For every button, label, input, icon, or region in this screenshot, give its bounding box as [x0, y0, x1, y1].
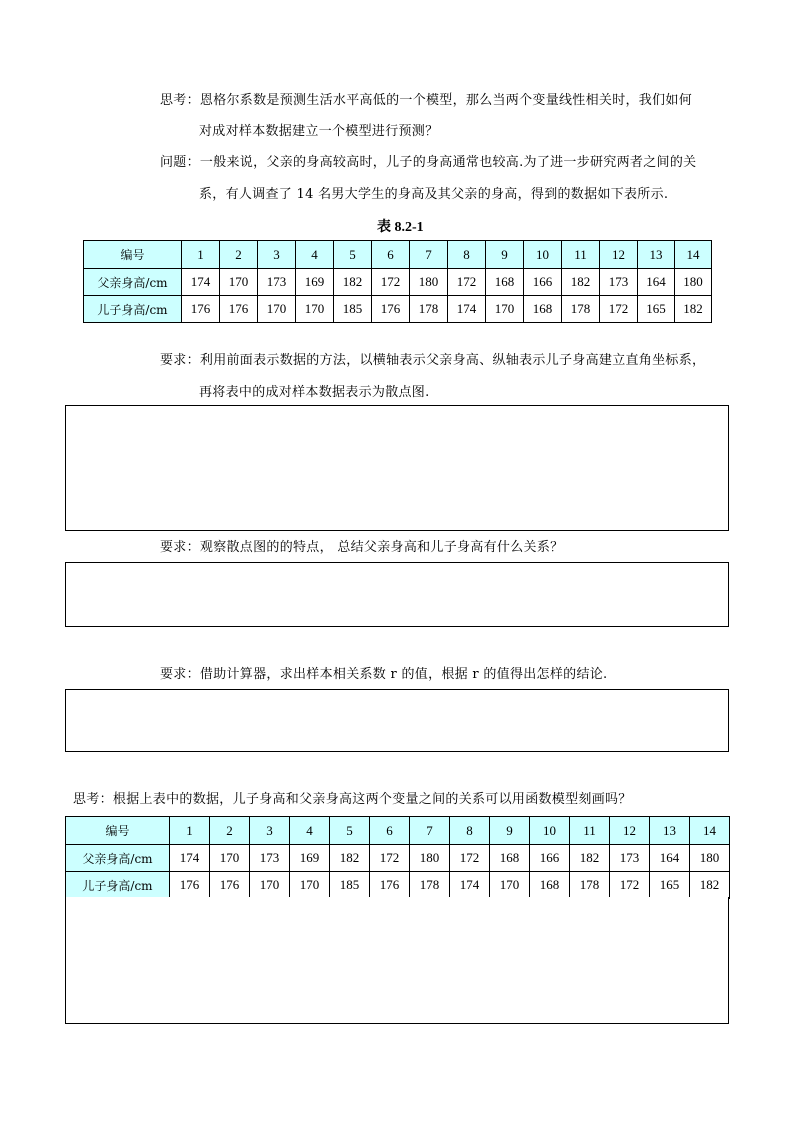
table-cell-id: 4: [290, 817, 330, 845]
table-cell-son: 176: [170, 872, 210, 899]
table-cell-son: 176: [210, 872, 250, 899]
scatter-plot-answer-box[interactable]: [65, 405, 729, 531]
row-header-father: 父亲身高/cm: [66, 845, 170, 872]
table-cell-father: 182: [562, 269, 600, 296]
table-cell-id: 2: [210, 817, 250, 845]
table-cell-id: 3: [250, 817, 290, 845]
requirement-2: 要求：观察散点图的的特点， 总结父亲身高和儿子身高有什么关系？: [160, 540, 564, 555]
table-cell-father: 173: [250, 845, 290, 872]
table-cell-father: 168: [490, 845, 530, 872]
table-cell-father: 172: [448, 269, 486, 296]
table-cell-id: 12: [600, 241, 638, 269]
think-question-line-2: 对成对样本数据建立一个模型进行预测？: [199, 124, 439, 139]
table-cell-father: 170: [220, 269, 258, 296]
table-cell-son: 178: [410, 296, 448, 323]
table-cell-id: 2: [220, 241, 258, 269]
table-cell-father: 164: [650, 845, 690, 872]
table-cell-father: 173: [610, 845, 650, 872]
table-cell-son: 170: [296, 296, 334, 323]
table-cell-father: 173: [600, 269, 638, 296]
relationship-answer-box[interactable]: [65, 562, 729, 627]
table-cell-id: 12: [610, 817, 650, 845]
table-cell-father: 172: [372, 269, 410, 296]
row-header-son: 儿子身高/cm: [66, 872, 170, 899]
table-cell-father: 173: [258, 269, 296, 296]
table-cell-son: 176: [370, 872, 410, 899]
table-cell-id: 9: [486, 241, 524, 269]
table-cell-son: 170: [258, 296, 296, 323]
table-cell-id: 6: [372, 241, 410, 269]
table-cell-father: 174: [170, 845, 210, 872]
table-cell-son: 170: [290, 872, 330, 899]
table-cell-id: 1: [182, 241, 220, 269]
table-cell-id: 7: [410, 241, 448, 269]
table-cell-father: 169: [296, 269, 334, 296]
table-cell-son: 165: [650, 872, 690, 899]
table-cell-id: 3: [258, 241, 296, 269]
table-cell-son: 176: [220, 296, 258, 323]
table-cell-son: 165: [638, 296, 675, 323]
table-cell-father: 180: [410, 845, 450, 872]
table-cell-id: 1: [170, 817, 210, 845]
table-cell-son: 170: [490, 872, 530, 899]
row-header-id: 编号: [66, 817, 170, 845]
table-cell-father: 182: [330, 845, 370, 872]
table-cell-son: 185: [334, 296, 372, 323]
row-header-father: 父亲身高/cm: [84, 269, 182, 296]
problem-line-1: 问题：一般来说，父亲的身高较高时，儿子的身高通常也较高.为了进一步研究两者之间的关: [160, 155, 697, 170]
table-cell-father: 182: [334, 269, 372, 296]
table-cell-father: 174: [182, 269, 220, 296]
table-cell-father: 170: [210, 845, 250, 872]
table-cell-father: 172: [370, 845, 410, 872]
table-row-son: [66, 872, 730, 899]
table-cell-father: 168: [486, 269, 524, 296]
table-cell-son: 174: [450, 872, 490, 899]
table-cell-son: 176: [182, 296, 220, 323]
table-cell-son: 178: [562, 296, 600, 323]
table-cell-father: 169: [290, 845, 330, 872]
table-cell-id: 7: [410, 817, 450, 845]
table-cell-id: 4: [296, 241, 334, 269]
table-row-id: [84, 241, 712, 269]
row-header-son: 儿子身高/cm: [84, 296, 182, 323]
table-cell-id: 13: [638, 241, 675, 269]
problem-line-2: 系，有人调查了 14 名男大学生的身高及其父亲的身高，得到的数据如下表所示.: [199, 187, 669, 202]
function-model-answer-box[interactable]: [65, 897, 729, 1024]
table-cell-id: 13: [650, 817, 690, 845]
table-cell-son: 168: [530, 872, 570, 899]
table-cell-id: 10: [524, 241, 562, 269]
table-cell-son: 170: [250, 872, 290, 899]
table-row-father: [66, 845, 730, 872]
table-cell-father: 164: [638, 269, 675, 296]
table-cell-id: 11: [562, 241, 600, 269]
table-cell-id: 8: [450, 817, 490, 845]
table-cell-son: 176: [372, 296, 410, 323]
table-cell-son: 178: [570, 872, 610, 899]
table-cell-id: 6: [370, 817, 410, 845]
table-cell-id: 14: [690, 817, 730, 845]
table-cell-father: 182: [570, 845, 610, 872]
table-cell-son: 182: [690, 872, 730, 899]
row-header-id: 编号: [84, 241, 182, 269]
table-cell-son: 170: [486, 296, 524, 323]
correlation-answer-box[interactable]: [65, 689, 729, 752]
table-row-son: [84, 296, 712, 323]
table-cell-father: 180: [690, 845, 730, 872]
table-cell-son: 172: [600, 296, 638, 323]
table-cell-id: 5: [334, 241, 372, 269]
table-cell-id: 5: [330, 817, 370, 845]
requirement-1-line-2: 再将表中的成对样本数据表示为散点图.: [199, 385, 430, 400]
table-cell-id: 14: [675, 241, 712, 269]
think-question-line-1: 思考：恩格尔系数是预测生活水平高低的一个模型，那么当两个变量线性相关时，我们如何: [160, 93, 693, 108]
table-cell-id: 11: [570, 817, 610, 845]
height-data-table-repeat: [65, 816, 730, 899]
requirement-1-line-1: 要求：利用前面表示数据的方法，以横轴表示父亲身高、纵轴表示儿子身高建立直角坐标系，: [160, 353, 706, 368]
table-cell-id: 8: [448, 241, 486, 269]
table-cell-son: 178: [410, 872, 450, 899]
table-cell-father: 172: [450, 845, 490, 872]
table-row-id: [66, 817, 730, 845]
table-cell-father: 166: [524, 269, 562, 296]
table-caption: 表 8.2-1: [377, 220, 424, 235]
height-data-table: [83, 240, 712, 323]
table-row-father: [84, 269, 712, 296]
table-cell-father: 166: [530, 845, 570, 872]
table-cell-son: 172: [610, 872, 650, 899]
table-cell-son: 185: [330, 872, 370, 899]
think-question-2: 思考：根据上表中的数据，儿子身高和父亲身高这两个变量之间的关系可以用函数模型刻画吗？: [73, 792, 632, 807]
table-cell-father: 180: [410, 269, 448, 296]
requirement-3: 要求：借助计算器，求出样本相关系数 r 的值，根据 r 的值得出怎样的结论.: [160, 667, 608, 682]
table-cell-id: 10: [530, 817, 570, 845]
table-cell-father: 180: [675, 269, 712, 296]
table-cell-son: 168: [524, 296, 562, 323]
table-cell-son: 182: [675, 296, 712, 323]
table-cell-id: 9: [490, 817, 530, 845]
table-cell-son: 174: [448, 296, 486, 323]
